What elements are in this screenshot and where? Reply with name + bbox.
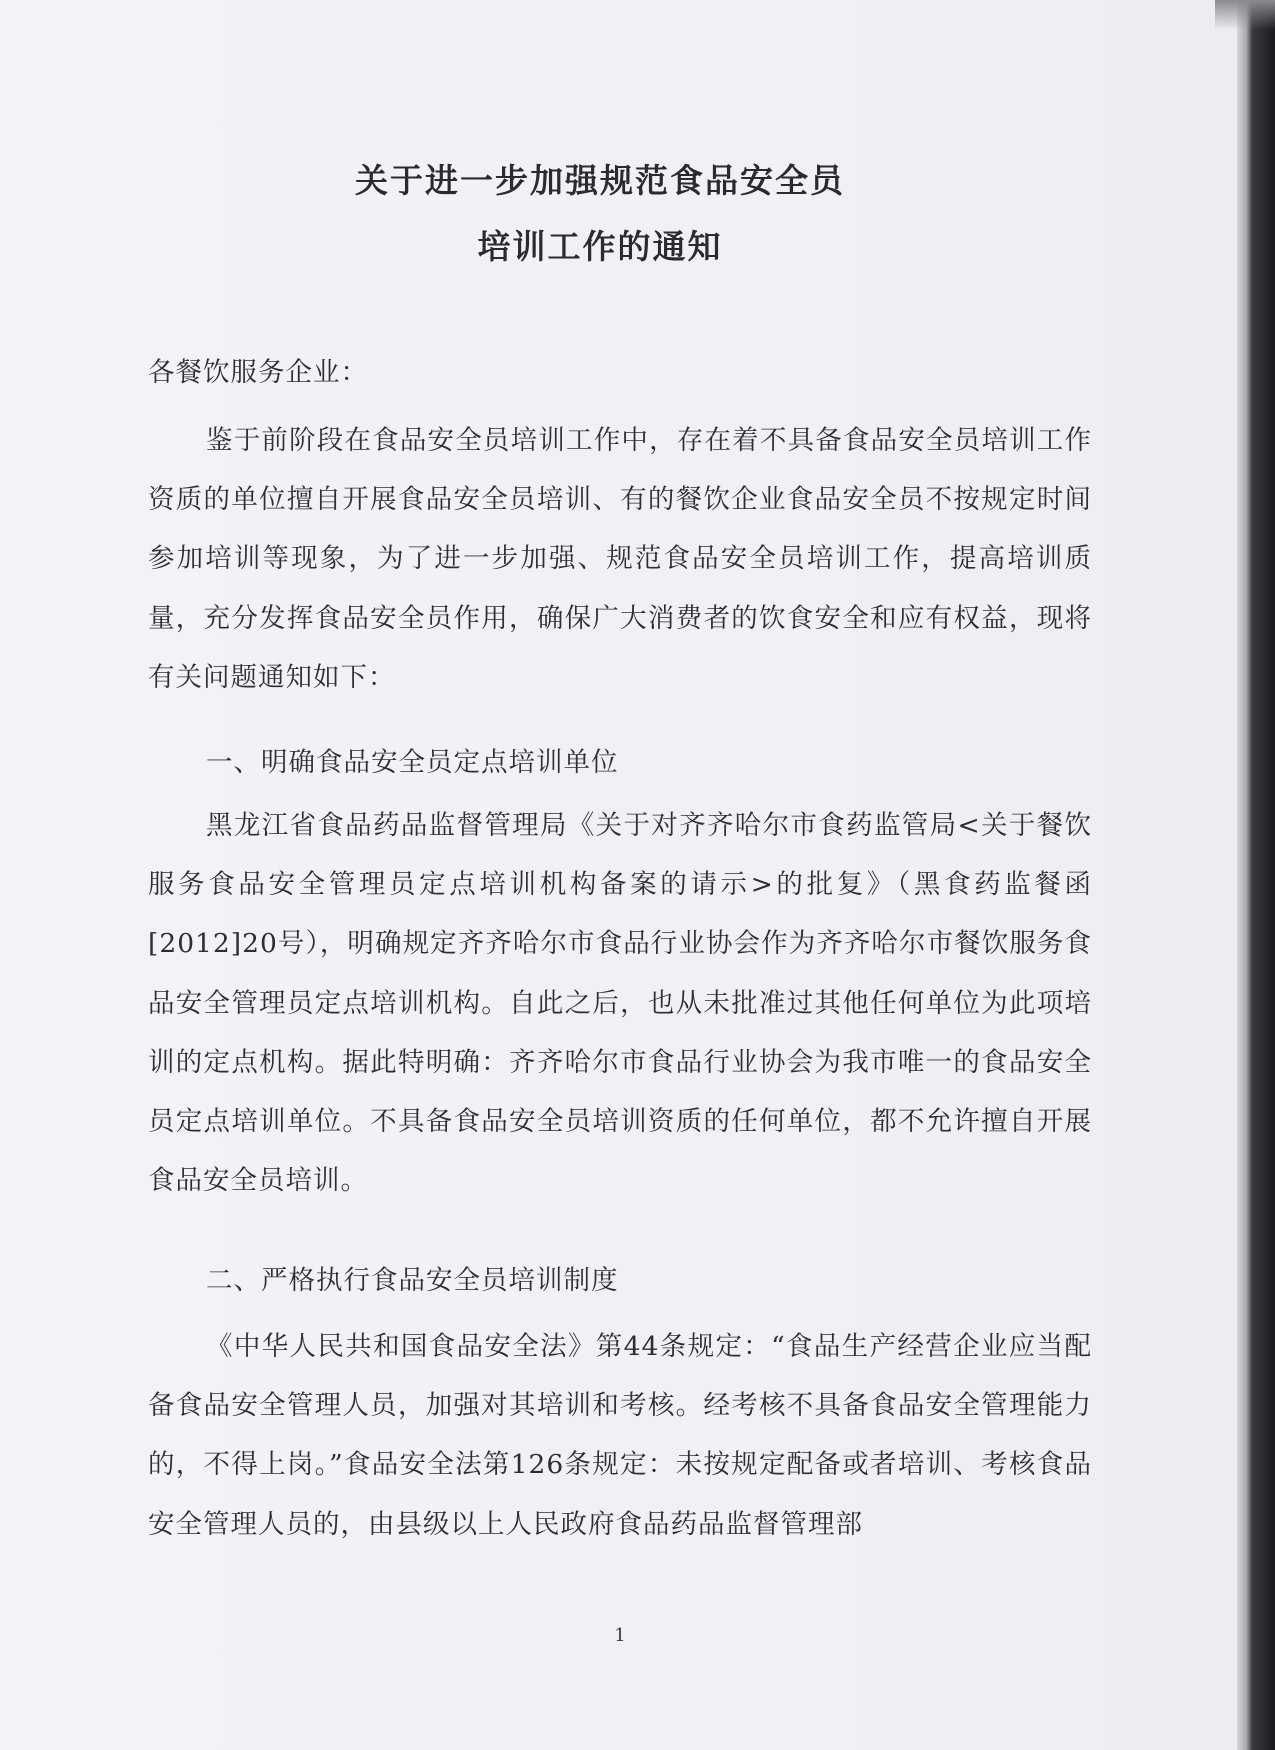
section-heading-1: 一、明确食品安全员定点培训单位 [206, 747, 619, 778]
document-title-line-1: 关于进一步加强规范食品安全员 [355, 161, 845, 200]
document-title-line-2: 培训工作的通知 [477, 227, 723, 266]
paragraph-section-2: 《中华人民共和国食品安全法》第44条规定：“食品生产经营企业应当配备食品安全管理人员，加强对其培训和考核。经考核不具备食品安全管理能力的，不得上岗。”食品安全法第126条规定：未按规定配备或者培训、考核食品安全管理人员的，由县级以上人民政府食品药品监督管理部 [148, 1331, 1092, 1540]
greeting: 各餐饮服务企业： [148, 357, 368, 388]
scanner-edge-shadow [1215, 0, 1275, 30]
scanner-edge [1237, 0, 1275, 1750]
paragraph-section-1: 黑龙江省食品药品监督管理局《关于对齐齐哈尔市食药监管局<关于餐饮服务食品安全管理员定点培训机构备案的请示>的批复》（黑食药监餐函[2012]20号），明确规定齐齐哈尔市食品行业协会作为齐齐哈尔市餐饮服务食品安全管理员定点培训机构。自此之后，也从未批准过其他任何单位为此项培训的定点机构。据此特明确：齐齐哈尔市食品行业协会为我市唯一的食品安全员定点培训单位。不具备食品安全员培训资质的任何单位，都不允许擅自开展食品安全员培训。 [148, 810, 1092, 1197]
section-heading-2: 二、严格执行食品安全员培训制度 [206, 1265, 619, 1296]
paragraph-intro: 鉴于前阶段在食品安全员培训工作中，存在着不具备食品安全员培训工作资质的单位擅自开展食品安全员培训、有的餐饮企业食品安全员不按规定时间参加培训等现象，为了进一步加强、规范食品安全员培训工作，提高培训质量，充分发挥食品安全员作用，确保广大消费者的饮食安全和应有权益，现将有关问题通知如下： [148, 425, 1092, 693]
page-number: 1 [614, 1625, 626, 1646]
